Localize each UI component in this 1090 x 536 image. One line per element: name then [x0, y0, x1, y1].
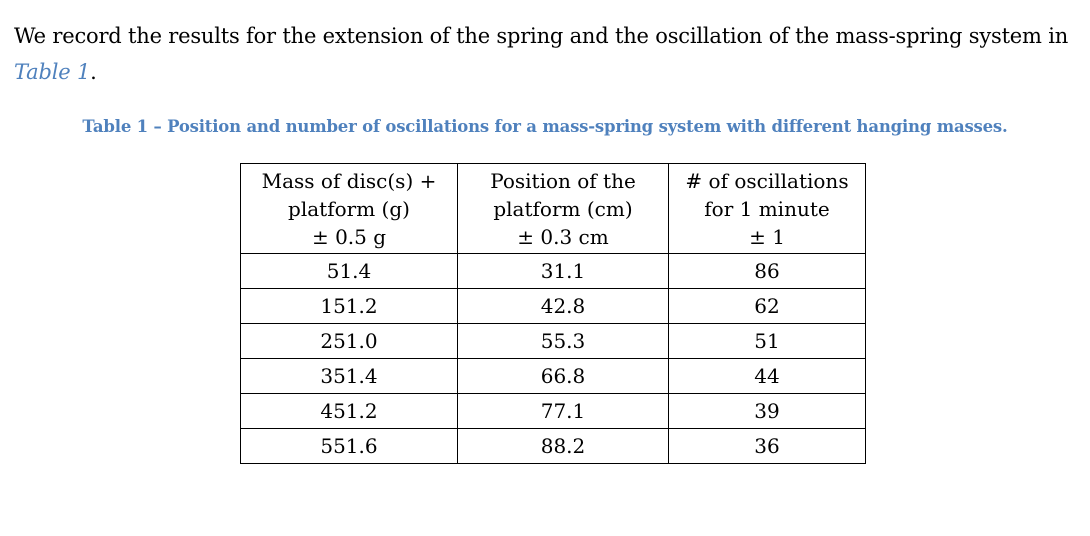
cell-oscillations: 44 — [669, 359, 866, 394]
results-table — [240, 163, 866, 464]
header-oscillations-line-2: for 1 minute — [704, 196, 830, 221]
table-row — [241, 359, 866, 394]
cell-position: 88.2 — [458, 429, 669, 464]
table-row — [241, 254, 866, 289]
table-row — [241, 289, 866, 324]
cell-oscillations: 62 — [669, 289, 866, 324]
table-header-row — [241, 164, 866, 254]
header-oscillations-line-3: ± 1 — [749, 224, 785, 249]
header-position-line-1: Position of the — [490, 168, 636, 193]
header-mass — [241, 164, 458, 254]
table-row — [241, 394, 866, 429]
header-mass-line-3: ± 0.5 g — [311, 224, 387, 249]
cell-mass: 251.0 — [241, 324, 458, 359]
table-row — [241, 429, 866, 464]
cell-oscillations: 36 — [669, 429, 866, 464]
header-oscillations-line-1: # of oscillations — [685, 168, 849, 193]
cell-position: 55.3 — [458, 324, 669, 359]
cell-position: 42.8 — [458, 289, 669, 324]
header-position-line-2: platform (cm) — [493, 196, 633, 221]
cell-oscillations: 39 — [669, 394, 866, 429]
paragraph-text: We record the results for the extension of the spring and the oscillation of the mass-spring system in — [14, 24, 1069, 48]
header-position-line-3: ± 0.3 cm — [517, 224, 609, 249]
table-reference-link[interactable]: Table 1 — [14, 60, 91, 84]
cell-mass: 551.6 — [241, 429, 458, 464]
table-caption: Table 1 – Position and number of oscillations for a mass-spring system with different hanging masses. — [82, 117, 1008, 136]
cell-mass: 51.4 — [241, 254, 458, 289]
body-paragraph — [14, 18, 1080, 90]
cell-mass: 151.2 — [241, 289, 458, 324]
cell-oscillations: 86 — [669, 254, 866, 289]
cell-mass: 451.2 — [241, 394, 458, 429]
header-mass-line-1: Mass of disc(s) + — [261, 168, 437, 193]
cell-position: 31.1 — [458, 254, 669, 289]
cell-oscillations: 51 — [669, 324, 866, 359]
cell-position: 66.8 — [458, 359, 669, 394]
header-oscillations — [669, 164, 866, 254]
header-mass-line-2: platform (g) — [288, 196, 410, 221]
cell-mass: 351.4 — [241, 359, 458, 394]
table-row — [241, 324, 866, 359]
header-position — [458, 164, 669, 254]
paragraph-suffix: . — [90, 60, 97, 84]
cell-position: 77.1 — [458, 394, 669, 429]
